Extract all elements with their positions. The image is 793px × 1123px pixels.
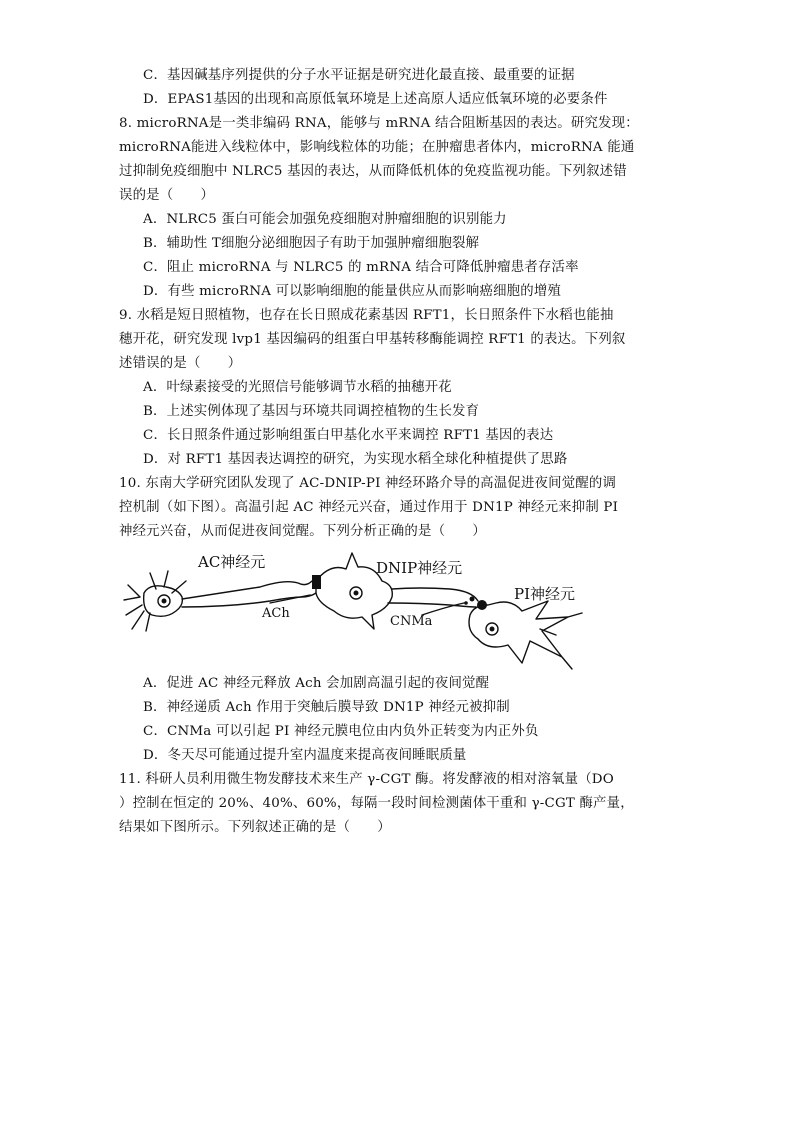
ac-neuron-body: [124, 571, 186, 631]
q7-option-c: C．基因碱基序列提供的分子水平证据是研究进化最直接、最重要的证据: [143, 68, 575, 83]
q8-option-d: D．有些 microRNA 可以影响细胞的能量供应从而影响癌细胞的增殖: [143, 284, 562, 299]
q9-option-d: D．对 RFT1 基因表达调控的研究，为实现水稻全球化种植提供了思路: [143, 452, 568, 467]
q11-stem-line-1: 11. 科研人员利用微生物发酵技术来生产 γ-CGT 酶。将发酵液的相对溶氧量（DO: [119, 772, 614, 787]
q10-option-a: A．促进 AC 神经元释放 Ach 会加剧高温引起的夜间觉醒: [143, 676, 490, 691]
ac-neuron-label: AC神经元: [198, 553, 266, 571]
cnma-label: CNMa: [390, 614, 433, 629]
neuron-circuit-figure: [120, 545, 640, 670]
dnip-synapse-terminal: [477, 600, 487, 610]
q8-stem-line-4: 误的是（ ）: [119, 188, 215, 203]
q9-stem-line-2: 穗开花，研究发现 lvp1 基因编码的组蛋白甲基转移酶能调控 RFT1 的表达。下列叙: [119, 332, 626, 347]
dnip-neuron-label: DNIP神经元: [376, 559, 463, 577]
q8-option-b: B．辅助性 T细胞分泌细胞因子有助于加强肿瘤细胞裂解: [143, 236, 480, 251]
q10-option-b: B．神经递质 Ach 作用于突触后膜导致 DN1P 神经元被抑制: [143, 700, 510, 715]
ac-synapse-terminal: [312, 575, 321, 589]
q9-stem-line-3: 述错误的是（ ）: [119, 356, 242, 371]
q11-stem-line-2: ）控制在恒定的 20%、40%、60%，每隔一段时间检测菌体干重和 γ-CGT 酶产量，: [119, 796, 634, 811]
q7-option-d: D．EPAS1基因的出现和高原低氧环境是上述高原人适应低氧环境的必要条件: [143, 92, 608, 107]
q9-option-a: A．叶绿素接受的光照信号能够调节水稻的抽穗开花: [143, 380, 452, 395]
ach-pointer: [270, 595, 310, 603]
pi-neuron-label: PI神经元: [514, 585, 576, 603]
q8-stem-line-3: 过抑制免疫细胞中 NLRC5 基因的表达，从而降低机体的免疫监视功能。下列叙述错: [119, 164, 627, 179]
q8-stem-line-1: 8. microRNA是一类非编码 RNA，能够与 mRNA 结合阻断基因的表达。研究发现：: [119, 116, 639, 131]
q8-stem-line-2: microRNA能进入线粒体中，影响线粒体的功能；在肿瘤患者体内，microRNA 能通: [119, 140, 635, 155]
q10-option-d: D．冬天尽可能通过提升室内温度来提高夜间睡眠质量: [143, 748, 467, 763]
q10-stem-line-2: 控机制（如下图）。高温引起 AC 神经元兴奋，通过作用于 DN1P 神经元来抑制 PI: [119, 500, 619, 515]
q9-stem-line-1: 9. 水稻是短日照植物，也存在长日照成花素基因 RFT1，长日照条件下水稻也能抽: [119, 308, 614, 323]
neuron-circuit-svg: [120, 545, 640, 670]
q9-option-b: B．上述实例体现了基因与环境共同调控植物的生长发育: [143, 404, 480, 419]
ac-axon: [182, 579, 318, 607]
q9-option-c: C．长日照条件通过影响组蛋白甲基化水平来调控 RFT1 基因的表达: [143, 428, 554, 443]
q11-stem-line-3: 结果如下图所示。下列叙述正确的是（ ）: [119, 820, 391, 835]
ach-label: ACh: [262, 606, 290, 621]
q8-option-a: A．NLRC5 蛋白可能会加强免疫细胞对肿瘤细胞的识别能力: [143, 212, 507, 227]
q10-option-c: C．CNMa 可以引起 PI 神经元膜电位由内负外正转变为内正外负: [143, 724, 539, 739]
q10-stem-line-1: 10. 东南大学研究团队发现了 AC-DNIP-PI 神经环路介导的高温促进夜间觉醒的调: [119, 476, 617, 491]
q10-stem-line-3: 神经元兴奋，从而促进夜间觉醒。下列分析正确的是（ ）: [119, 524, 486, 539]
dnip-axon: [388, 588, 478, 607]
q8-option-c: C．阻止 microRNA 与 NLRC5 的 mRNA 结合可降低肿瘤患者存活率: [143, 260, 579, 275]
pi-neuron-body: [469, 601, 582, 669]
